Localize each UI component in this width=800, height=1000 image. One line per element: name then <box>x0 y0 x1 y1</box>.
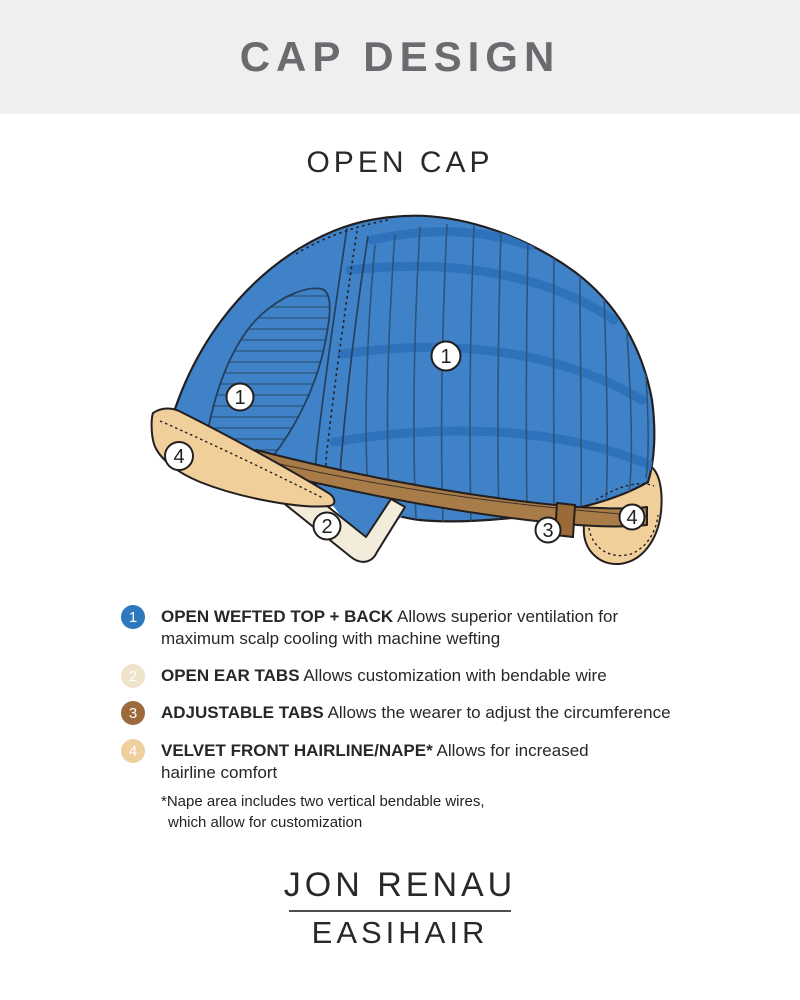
legend-desc-3: Allows the wearer to adjust the circumference <box>327 703 671 722</box>
callout-4-front-number: 4 <box>173 445 185 468</box>
legend-desc-4: Allows for increased hairline comfort <box>161 741 589 782</box>
brand-divider <box>289 910 511 912</box>
legend-text-4 <box>161 740 621 784</box>
legend-desc-2: Allows customization with bendable wire <box>303 666 607 685</box>
page-title: CAP DESIGN <box>239 33 561 80</box>
brand-easihair: EASIHAIR <box>311 915 489 950</box>
cap-diagram <box>120 195 680 585</box>
legend-text-3 <box>161 702 671 724</box>
legend-bullet-1 <box>121 605 145 629</box>
footnote-line-1: *Nape area includes two vertical bendable wires, <box>161 793 485 810</box>
callout-2-number: 2 <box>321 515 333 538</box>
legend-label-2: OPEN EAR TABS <box>161 666 300 685</box>
callout-1-front-number: 1 <box>234 386 246 409</box>
brand-logo <box>0 866 800 951</box>
legend-bullet-1-number: 1 <box>128 608 138 626</box>
callout-4-nape-number: 4 <box>626 506 638 529</box>
header-band <box>0 0 800 114</box>
callout-4-front <box>165 442 193 470</box>
legend-bullet-3 <box>121 701 145 725</box>
legend-item-2 <box>121 664 607 688</box>
legend-item-4 <box>121 739 621 784</box>
callout-2-ear-tab <box>314 513 341 540</box>
brand-jon-renau: JON RENAU <box>283 866 517 904</box>
legend-bullet-2-number: 2 <box>128 667 138 685</box>
callout-1-top <box>432 342 461 371</box>
callout-1-top-number: 1 <box>440 345 452 368</box>
legend-item-3 <box>121 701 671 725</box>
legend-label-4: VELVET FRONT HAIRLINE/NAPE* <box>161 741 433 760</box>
legend-text-1 <box>161 606 661 650</box>
callout-4-nape <box>620 505 645 530</box>
footnote-line-2: which allow for customization <box>168 814 363 831</box>
cap-style-title: OPEN CAP <box>306 146 494 179</box>
legend-bullet-4-number: 4 <box>128 742 138 760</box>
legend-label-3: ADJUSTABLE TABS <box>161 703 324 722</box>
legend-bullet-2 <box>121 664 145 688</box>
legend-text-2 <box>161 665 607 687</box>
nape-footnote <box>161 791 485 833</box>
callout-1-front <box>227 384 254 411</box>
legend-bullet-4 <box>121 739 145 763</box>
callout-3-number: 3 <box>542 519 554 542</box>
legend-desc-1: Allows superior ventilation for maximum scalp cooling with machine wefting <box>161 607 619 648</box>
legend-label-1: OPEN WEFTED TOP + BACK <box>161 607 394 626</box>
legend-item-1 <box>121 605 661 650</box>
legend-bullet-3-number: 3 <box>128 704 138 722</box>
callout-3-strap <box>536 518 561 543</box>
